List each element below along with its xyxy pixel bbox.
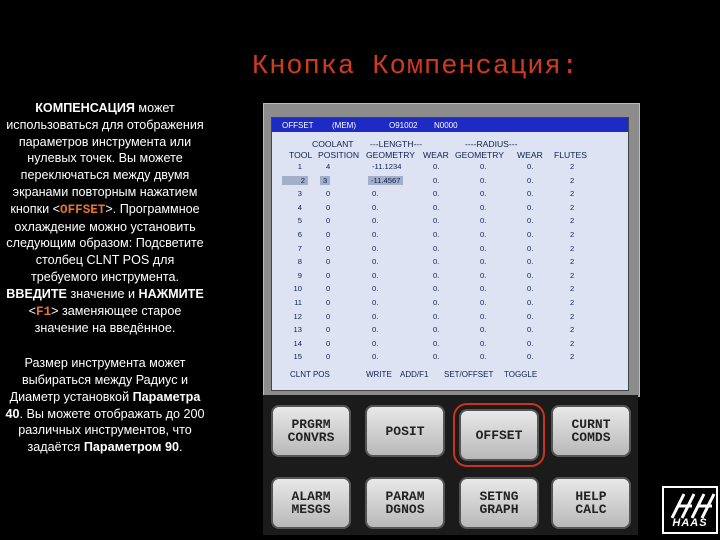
bold-enter: ВВЕДИТЕ xyxy=(6,286,67,301)
cell-pos[interactable]: 0 xyxy=(326,243,331,253)
cell-rwear[interactable]: 0. xyxy=(527,216,534,226)
key-line2: GRAPH xyxy=(479,502,519,517)
header-radius: ----RADIUS--- xyxy=(465,139,518,149)
key-line1: CURNT xyxy=(571,417,611,432)
setng-graph-button[interactable] xyxy=(459,477,539,529)
cell-pos[interactable]: 0 xyxy=(326,230,331,239)
cell-pos[interactable]: 0 xyxy=(326,325,331,335)
cell-tool[interactable]: 11 xyxy=(294,298,302,307)
cell-flutes[interactable]: 2 xyxy=(570,257,575,267)
cell-rwear[interactable]: 0. xyxy=(527,298,534,307)
bold-param90: Параметром 90 xyxy=(83,440,179,455)
description-paragraph-2 xyxy=(4,355,206,456)
key-line2: MESGS xyxy=(291,502,331,517)
p1-text3: значение и xyxy=(66,286,139,301)
alarm-mesgs-button[interactable] xyxy=(271,477,351,529)
cell-flutes[interactable]: 2 xyxy=(570,270,575,280)
slide-title: Кнопка Компенсация: xyxy=(252,52,579,82)
screen-mode-label: OFFSET xyxy=(282,121,314,130)
softkey-toggle: TOGGLE xyxy=(504,370,538,379)
cell-rgeo[interactable]: 0. xyxy=(480,189,487,199)
cell-flutes[interactable]: 2 xyxy=(570,202,575,212)
cell-rgeo[interactable]: 0. xyxy=(480,230,487,239)
cell-lgeo[interactable]: 0. xyxy=(372,352,379,362)
offset-screen xyxy=(271,117,629,391)
cell-flutes[interactable]: 2 xyxy=(570,175,575,185)
p1-text4: < xyxy=(28,303,37,318)
col-flutes: FLUTES xyxy=(554,150,587,160)
cell-lwear[interactable]: 0. xyxy=(433,175,440,185)
program-number: O91002 xyxy=(389,121,418,130)
cell-tool[interactable]: 13 xyxy=(293,325,302,335)
prgrm-convrs-button[interactable] xyxy=(271,405,351,457)
p1-text2: >. Программное охлаждение можно установить следующим образом: Подсветите столбец CLNT POS для требуемого инструмента. xyxy=(6,201,204,284)
cell-pos[interactable]: 4 xyxy=(326,162,331,171)
p1-text5: > заменяющее старое значение на введённое. xyxy=(34,303,182,336)
cell-lgeo[interactable]: 0. xyxy=(372,230,379,239)
col-tool: TOOL xyxy=(289,150,313,160)
param-dgnos-button[interactable] xyxy=(365,477,445,529)
cell-rgeo[interactable]: 0. xyxy=(480,298,487,307)
cell-rgeo[interactable]: 0. xyxy=(480,325,487,335)
cell-lwear[interactable]: 0. xyxy=(433,216,440,226)
cell-lgeo[interactable]: 0. xyxy=(372,243,379,253)
col-length-wear: WEAR xyxy=(423,150,449,160)
cell-lwear[interactable]: 0. xyxy=(433,189,440,199)
screen-status-bar xyxy=(272,118,628,132)
softkey-add-f1: ADD/F1 xyxy=(400,370,429,379)
col-length-geometry: GEOMETRY xyxy=(366,150,416,160)
function-keypad xyxy=(263,395,638,535)
cell-tool[interactable]: 10 xyxy=(293,284,302,294)
cell-tool[interactable]: 7 xyxy=(297,243,302,253)
haas-logo-mark-icon xyxy=(664,490,716,520)
key-line2: DGNOS xyxy=(385,502,425,517)
cell-lgeo[interactable]: 0. xyxy=(372,338,379,348)
cell-pos[interactable]: 0 xyxy=(326,284,331,294)
cell-flutes[interactable]: 2 xyxy=(570,298,575,307)
cell-flutes[interactable]: 2 xyxy=(570,189,575,199)
key-line2: CONVRS xyxy=(287,430,335,445)
softkey-clnt-pos: CLNT POS xyxy=(290,370,330,379)
cell-flutes[interactable]: 2 xyxy=(570,338,575,348)
cell-lgeo[interactable]: -11.4567 xyxy=(368,176,403,185)
cell-rwear[interactable]: 0. xyxy=(527,352,534,362)
cell-pos[interactable]: 0 xyxy=(326,352,331,362)
cell-tool[interactable]: 15 xyxy=(293,352,302,362)
col-position: POSITION xyxy=(318,150,360,160)
cell-lwear[interactable]: 0. xyxy=(433,162,440,171)
key-line1: HELP xyxy=(575,489,607,504)
cell-rgeo[interactable]: 0. xyxy=(480,257,487,267)
cell-pos[interactable]: 0 xyxy=(326,189,331,199)
cell-rwear[interactable]: 0. xyxy=(527,162,534,171)
cell-tool[interactable]: 5 xyxy=(297,216,302,226)
curnt-comds-button[interactable] xyxy=(551,405,631,457)
cell-lgeo[interactable]: 0. xyxy=(372,311,379,321)
mode-mem-label: (MEM) xyxy=(332,121,356,130)
cell-lgeo[interactable]: 0. xyxy=(372,284,379,294)
cell-rwear[interactable]: 0. xyxy=(527,230,534,239)
cell-lgeo[interactable]: 0. xyxy=(372,257,379,267)
key-line1: PRGRM xyxy=(291,417,331,432)
cell-rwear[interactable]: 0. xyxy=(527,338,534,348)
cell-tool[interactable]: 1 xyxy=(297,162,302,171)
p1-text1: может использоваться для отображения параметров инструмента или нулевых точек. Вы можете переключаться между двумя экранами повторным нажатием кнопки < xyxy=(6,101,204,216)
cell-tool[interactable]: 3 xyxy=(297,189,302,199)
key-line1: OFFSET xyxy=(475,427,523,443)
cell-rgeo[interactable]: 0. xyxy=(480,311,487,321)
offset-button[interactable] xyxy=(459,409,539,461)
cell-rwear[interactable]: 0. xyxy=(527,284,534,294)
cell-lgeo[interactable]: 0. xyxy=(372,216,379,226)
p2-text1: Размер инструмента может выбираться между Радиус и Диаметр установкой xyxy=(9,356,189,404)
cell-lwear[interactable]: 0. xyxy=(433,230,440,239)
cell-tool[interactable]: 12 xyxy=(293,311,302,321)
cell-rwear[interactable]: 0. xyxy=(527,243,534,253)
cell-lwear[interactable]: 0. xyxy=(433,202,440,212)
cell-rgeo[interactable]: 0. xyxy=(480,338,487,348)
col-radius-geometry: GEOMETRY xyxy=(455,150,505,160)
cell-lgeo[interactable]: 0. xyxy=(372,270,379,280)
cell-tool[interactable]: 14 xyxy=(293,338,302,348)
cell-lwear[interactable]: 0. xyxy=(433,243,440,253)
cell-tool[interactable]: 9 xyxy=(297,270,302,280)
cell-rwear[interactable]: 0. xyxy=(527,311,534,321)
cell-pos[interactable]: 0 xyxy=(326,338,331,348)
header-length: ---LENGTH--- xyxy=(370,139,423,149)
cell-flutes[interactable]: 2 xyxy=(570,284,575,294)
key-line1: PARAM xyxy=(385,489,425,504)
cell-lwear[interactable]: 0. xyxy=(433,298,440,307)
sequence-number: N0000 xyxy=(434,121,458,130)
key-line1: SETNG xyxy=(479,489,519,504)
cell-flutes[interactable]: 2 xyxy=(570,230,575,239)
cell-pos[interactable]: 3 xyxy=(320,176,330,185)
haas-logo-text: HAAS xyxy=(672,517,708,529)
cell-flutes[interactable]: 2 xyxy=(570,352,575,362)
cell-flutes[interactable]: 2 xyxy=(570,311,575,321)
control-monitor-bezel xyxy=(263,103,640,397)
cell-flutes[interactable]: 2 xyxy=(570,325,575,335)
cell-rwear[interactable]: 0. xyxy=(527,270,534,280)
cell-flutes[interactable]: 2 xyxy=(570,162,575,171)
softkey-write: WRITE xyxy=(366,370,392,379)
cell-rwear[interactable]: 0. xyxy=(527,189,534,199)
cell-lgeo[interactable]: 0. xyxy=(372,325,379,335)
softkey-set-offset: SET/OFFSET xyxy=(444,370,494,379)
header-coolant: COOLANT xyxy=(312,139,354,149)
cell-lwear[interactable]: 0. xyxy=(433,325,440,335)
cell-lgeo[interactable]: 0. xyxy=(372,202,379,212)
cell-pos[interactable]: 0 xyxy=(326,298,331,307)
posit-button[interactable] xyxy=(365,405,445,457)
cell-pos[interactable]: 0 xyxy=(326,257,331,267)
cell-flutes[interactable]: 2 xyxy=(570,243,575,253)
cell-rwear[interactable]: 0. xyxy=(527,257,534,267)
bold-param40: Параметра 40 xyxy=(5,389,201,421)
cell-rwear[interactable]: 0. xyxy=(527,175,534,185)
bold-compensation: КОМПЕНСАЦИЯ xyxy=(35,101,135,115)
cell-lwear[interactable]: 0. xyxy=(433,284,440,294)
bold-press: НАЖМИТЕ xyxy=(138,286,204,301)
cell-rgeo[interactable]: 0. xyxy=(480,202,487,212)
description-paragraph-1 xyxy=(4,100,206,337)
cell-lgeo[interactable]: 0. xyxy=(372,189,379,199)
help-calc-button[interactable] xyxy=(551,477,631,529)
cell-flutes[interactable]: 2 xyxy=(570,216,575,226)
cell-pos[interactable]: 0 xyxy=(326,311,331,321)
cell-rgeo[interactable]: 0. xyxy=(480,175,487,185)
cell-rwear[interactable]: 0. xyxy=(527,325,534,335)
cell-tool[interactable]: 4 xyxy=(297,202,302,212)
cell-tool[interactable]: 8 xyxy=(297,257,302,267)
cell-rgeo[interactable]: 0. xyxy=(480,162,487,171)
cell-lwear[interactable]: 0. xyxy=(433,338,440,348)
cell-pos[interactable]: 0 xyxy=(326,202,331,212)
cell-rwear[interactable]: 0. xyxy=(527,202,534,212)
cell-rgeo[interactable]: 0. xyxy=(480,243,487,253)
cell-lwear[interactable]: 0. xyxy=(433,270,440,280)
cell-tool[interactable]: 6 xyxy=(297,230,302,239)
p2-text2: . Вы можете отображать до 200 различных инструментов, что задаётся xyxy=(18,406,205,455)
cell-tool[interactable]: 2 xyxy=(282,176,308,185)
key-name-offset: OFFSET xyxy=(60,202,106,217)
cell-lgeo[interactable]: 0. xyxy=(372,298,379,307)
key-line1: ALARM xyxy=(291,489,331,504)
cell-lwear[interactable]: 0. xyxy=(433,311,440,321)
cell-pos[interactable]: 0 xyxy=(326,270,331,280)
description-text xyxy=(4,100,206,456)
key-line2: COMDS xyxy=(571,430,611,445)
haas-logo xyxy=(662,486,718,534)
cell-rgeo[interactable]: 0. xyxy=(480,216,487,226)
cell-rgeo[interactable]: 0. xyxy=(480,352,487,362)
key-line1: POSIT xyxy=(385,423,425,439)
cell-lwear[interactable]: 0. xyxy=(433,352,440,362)
key-line2: CALC xyxy=(575,502,607,517)
cell-rgeo[interactable]: 0. xyxy=(480,270,487,280)
cell-rgeo[interactable]: 0. xyxy=(480,284,487,294)
cell-pos[interactable]: 0 xyxy=(326,216,331,226)
col-radius-wear: WEAR xyxy=(517,150,543,160)
cell-lgeo[interactable]: -11.1234 xyxy=(372,162,402,171)
p2-text3: . xyxy=(179,440,183,455)
cell-lwear[interactable]: 0. xyxy=(433,257,440,267)
key-name-f1: F1 xyxy=(36,304,52,319)
